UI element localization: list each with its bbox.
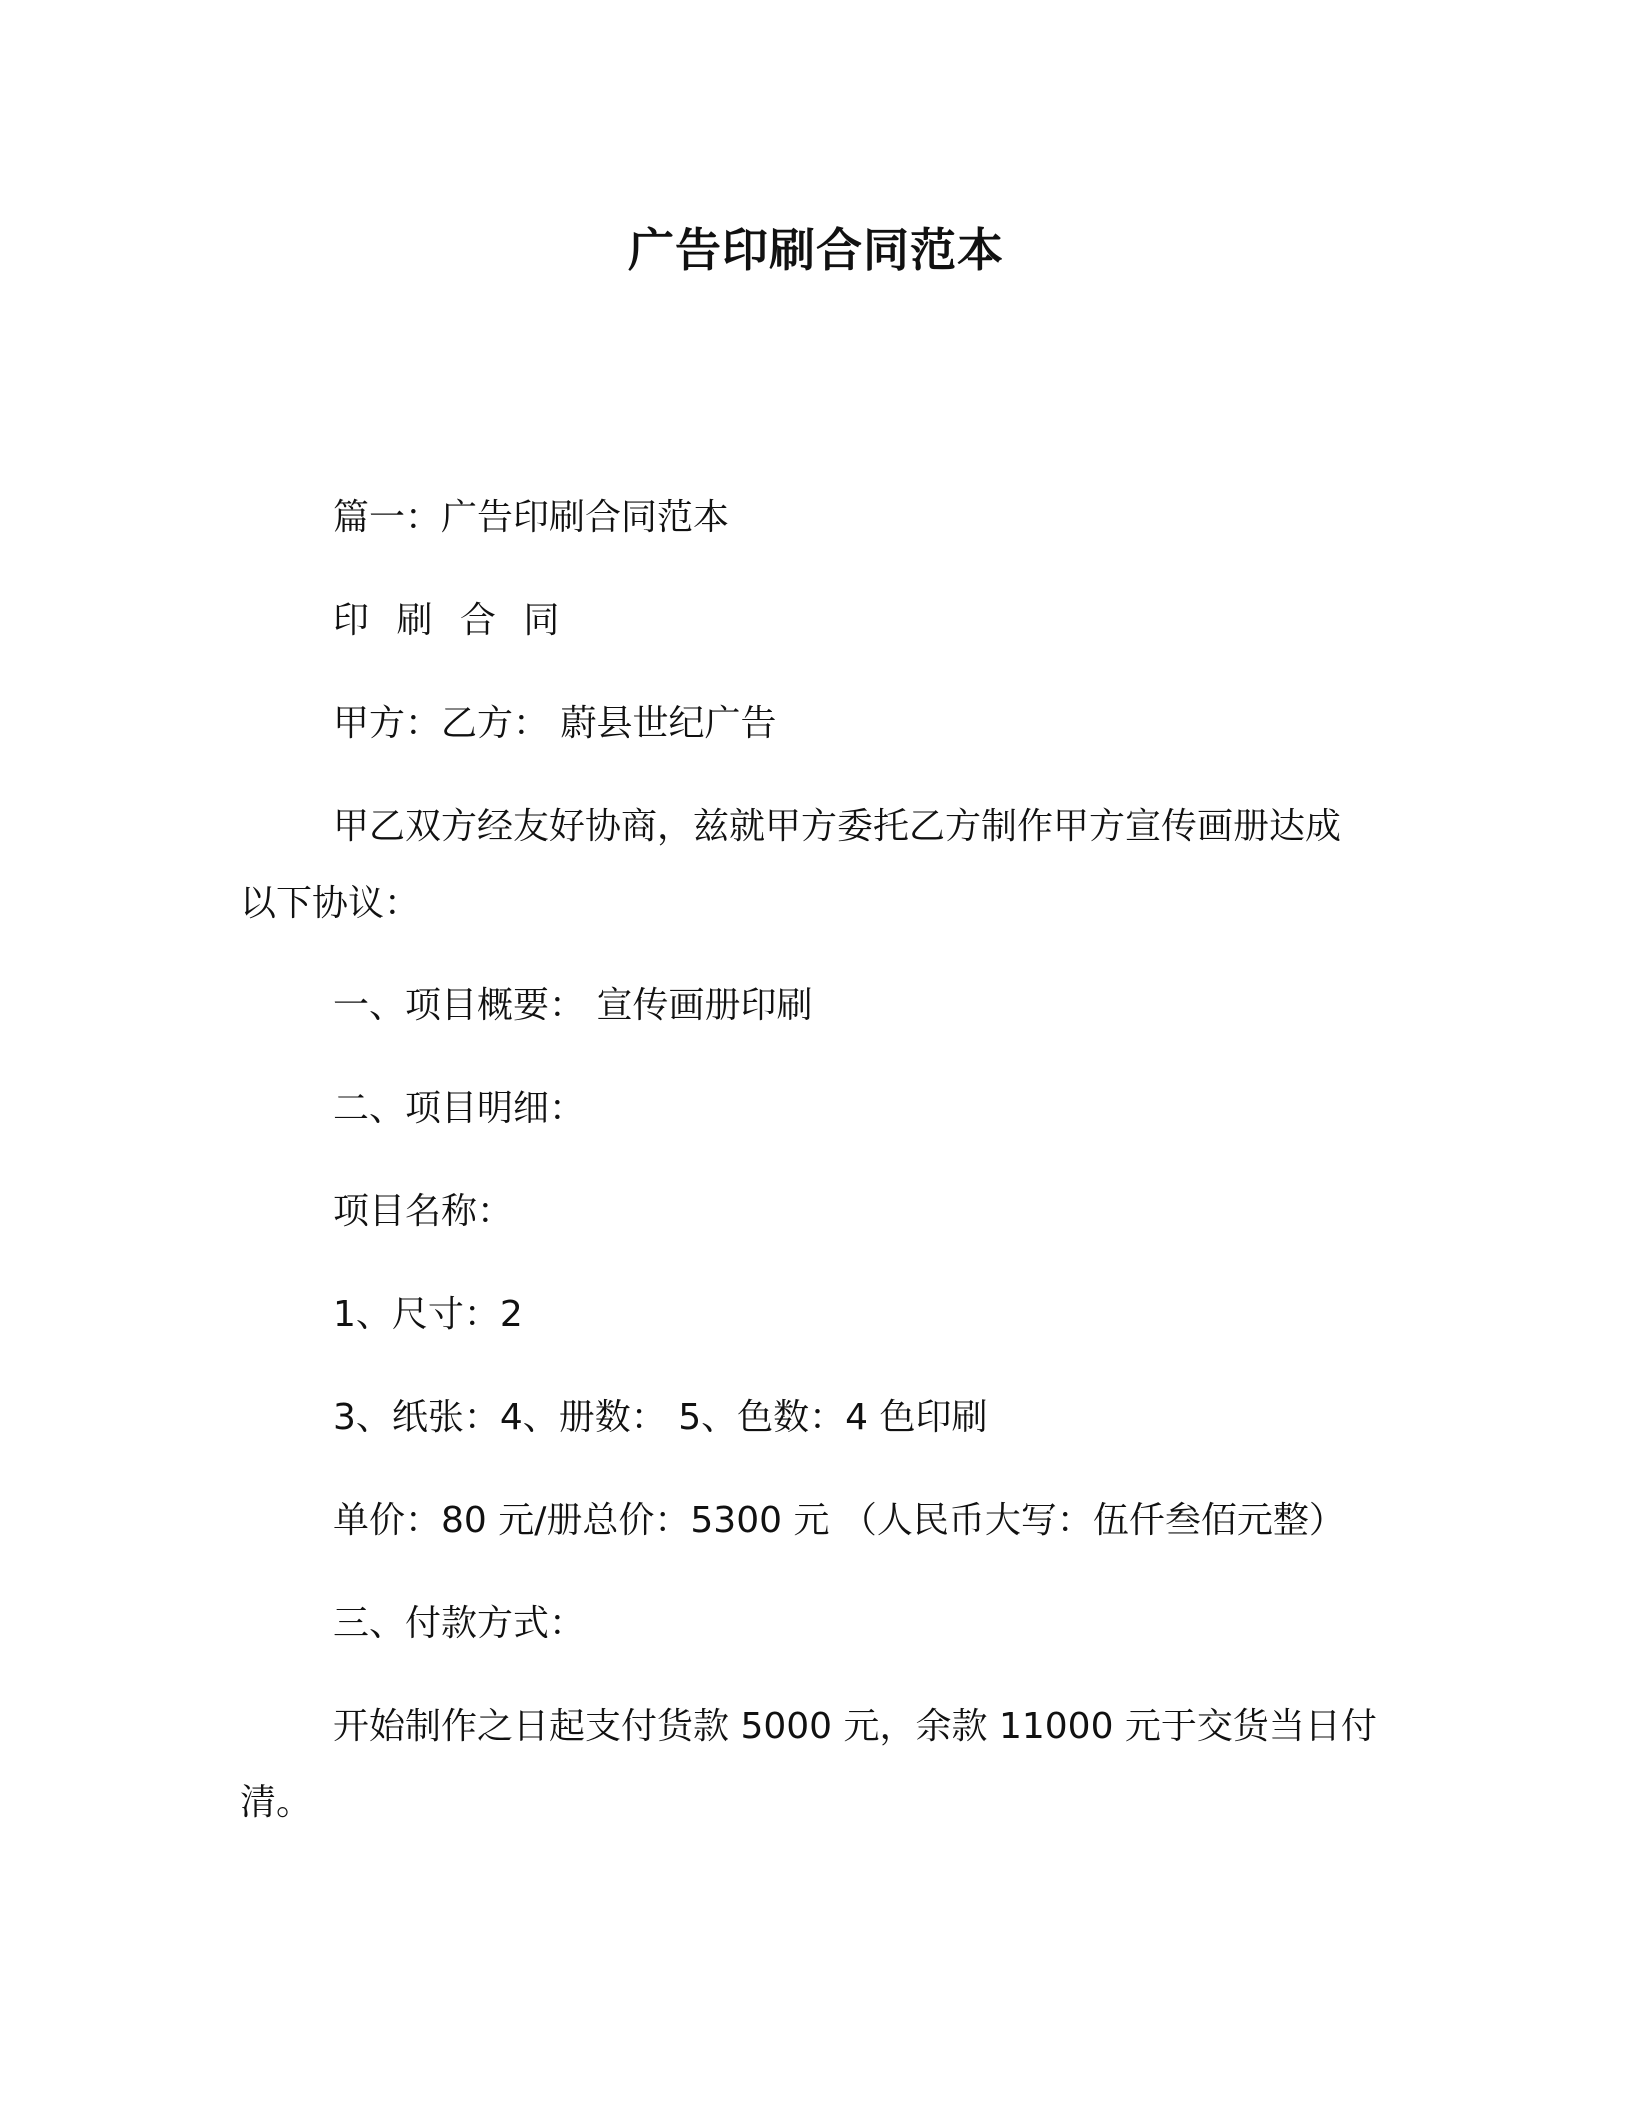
item-details-heading: 二、项目明细： (333, 1088, 586, 1129)
item-overview-line: 一、项目概要： 宣传画册印刷 (333, 985, 813, 1026)
intro-paragraph-line: 甲乙双方经友好协商，兹就甲方委托乙方制作甲方宣传画册达成 (333, 806, 1342, 847)
intro-paragraph-continuation: 以下协议： (240, 883, 421, 924)
size-line: 1、尺寸：2 (333, 1294, 523, 1335)
section-heading: 篇一：广告印刷合同范本 (333, 497, 730, 538)
document-title: 广告印刷合同范本 (628, 223, 1004, 277)
paper-quantity-color-line: 3、纸张：4、册数： 5、色数：4 色印刷 (333, 1397, 988, 1438)
contract-heading: 印 刷 合 同 (333, 600, 568, 641)
payment-heading: 三、付款方式： (333, 1603, 586, 1644)
price-line: 单价：80 元/册总价：5300 元 （人民币大写：伍仟叁佰元整） (333, 1500, 1345, 1541)
item-name-line: 项目名称： (333, 1191, 514, 1232)
payment-paragraph-line: 开始制作之日起支付货款 5000 元，余款 11000 元于交货当日付 (333, 1706, 1377, 1747)
parties-line: 甲方：乙方： 蔚县世纪广告 (333, 703, 777, 744)
payment-paragraph-continuation: 清。 (240, 1782, 313, 1823)
